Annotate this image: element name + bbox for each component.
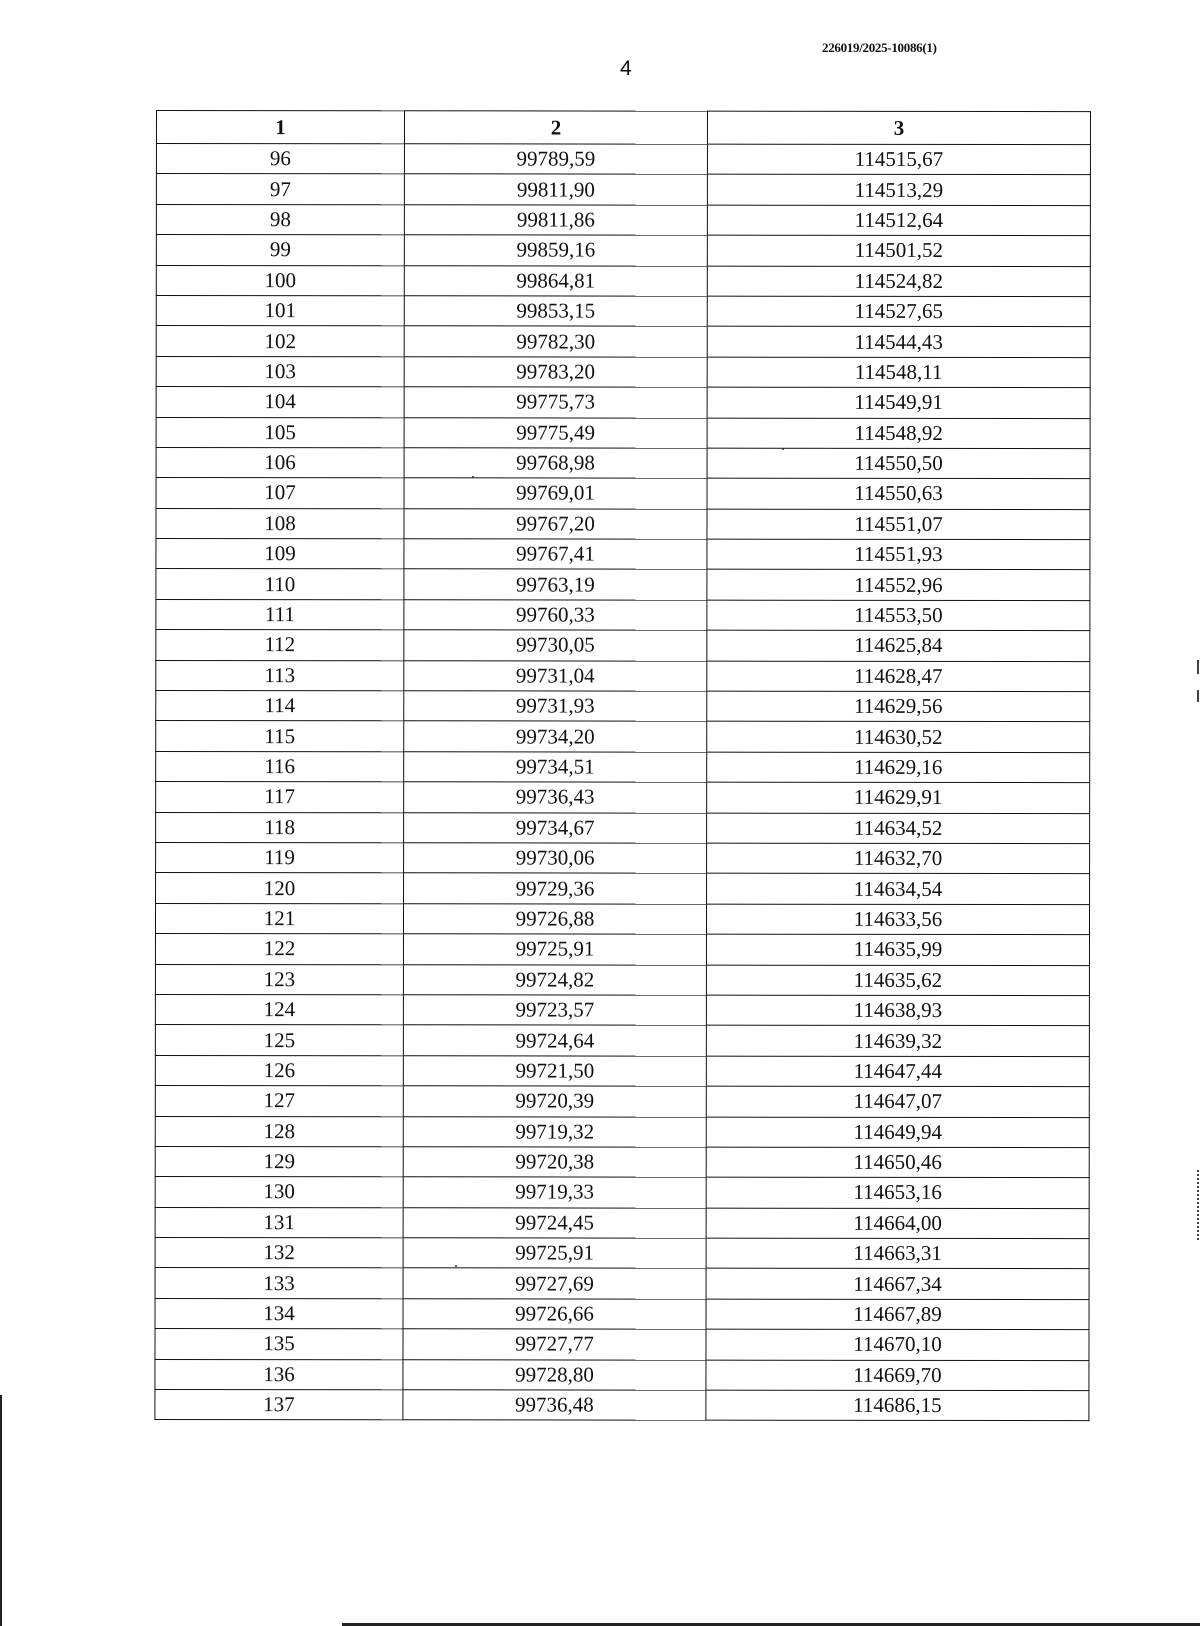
point-number-cell: 120 <box>156 873 404 904</box>
x-coordinate-cell: 99734,67 <box>404 812 707 843</box>
table-row <box>156 144 1090 176</box>
point-number-cell: 115 <box>156 721 404 752</box>
table-row <box>156 873 1090 905</box>
x-coordinate-cell: 99775,49 <box>404 417 707 448</box>
y-coordinate-cell: 114632,70 <box>707 843 1090 874</box>
x-coordinate-cell: 99719,33 <box>403 1177 706 1208</box>
table-row <box>156 660 1090 692</box>
y-coordinate-cell: 114548,11 <box>707 357 1090 388</box>
y-coordinate-cell: 114629,16 <box>707 752 1090 783</box>
y-coordinate-cell: 114549,91 <box>707 387 1090 418</box>
y-coordinate-cell: 114635,99 <box>706 934 1089 965</box>
x-coordinate-cell: 99724,82 <box>403 964 706 995</box>
y-coordinate-cell: 114638,93 <box>706 995 1089 1026</box>
point-number-cell: 122 <box>155 934 403 965</box>
scan-mark-right <box>1197 660 1199 674</box>
x-coordinate-cell: 99853,15 <box>404 296 707 327</box>
point-number-cell: 116 <box>156 751 404 782</box>
point-number-cell: 99 <box>156 235 404 266</box>
x-coordinate-cell: 99736,48 <box>403 1390 706 1421</box>
y-coordinate-cell: 114629,91 <box>707 782 1090 813</box>
x-coordinate-cell: 99726,88 <box>403 904 706 935</box>
point-number-cell: 124 <box>155 994 403 1025</box>
table-header-row <box>156 111 1090 145</box>
x-coordinate-cell: 99727,69 <box>403 1268 706 1299</box>
point-number-cell: 109 <box>156 539 404 570</box>
table-row <box>156 842 1090 874</box>
y-coordinate-cell: 114634,54 <box>707 874 1090 905</box>
point-number-cell: 103 <box>156 356 404 387</box>
y-coordinate-cell: 114649,94 <box>706 1117 1089 1148</box>
point-number-cell: 106 <box>156 447 404 478</box>
y-coordinate-cell: 114647,44 <box>706 1056 1089 1087</box>
x-coordinate-cell: 99729,36 <box>404 873 707 904</box>
point-number-cell: 104 <box>156 387 404 418</box>
table-row <box>156 478 1090 510</box>
table-row <box>156 204 1090 236</box>
point-number-cell: 123 <box>155 964 403 995</box>
point-number-cell: 113 <box>156 660 404 691</box>
x-coordinate-cell: 99731,93 <box>404 691 707 722</box>
column-header-3: 3 <box>707 111 1090 144</box>
scan-speck <box>455 1265 457 1267</box>
x-coordinate-cell: 99725,91 <box>403 934 706 965</box>
table-row <box>156 539 1090 571</box>
point-number-cell: 98 <box>156 204 404 235</box>
y-coordinate-cell: 114629,56 <box>707 691 1090 722</box>
x-coordinate-cell: 99769,01 <box>404 478 707 509</box>
y-coordinate-cell: 114639,32 <box>706 1026 1089 1057</box>
x-coordinate-cell: 99760,33 <box>404 600 707 631</box>
x-coordinate-cell: 99720,38 <box>403 1147 706 1178</box>
table-row <box>155 1177 1089 1209</box>
y-coordinate-cell: 114647,07 <box>706 1086 1089 1117</box>
table-row <box>156 508 1090 540</box>
point-number-cell: 137 <box>155 1390 403 1421</box>
point-number-cell: 134 <box>155 1298 403 1329</box>
point-number-cell: 121 <box>155 903 403 934</box>
x-coordinate-cell: 99734,20 <box>404 721 707 752</box>
x-coordinate-cell: 99768,98 <box>404 448 707 479</box>
y-coordinate-cell: 114551,07 <box>707 509 1090 540</box>
y-coordinate-cell: 114628,47 <box>707 661 1090 692</box>
y-coordinate-cell: 114664,00 <box>706 1208 1089 1239</box>
point-number-cell: 102 <box>156 326 404 357</box>
x-coordinate-cell: 99783,20 <box>404 357 707 388</box>
point-number-cell: 133 <box>155 1268 403 1299</box>
x-coordinate-cell: 99736,43 <box>404 782 707 813</box>
point-number-cell: 112 <box>156 630 404 661</box>
y-coordinate-cell: 114552,96 <box>707 570 1090 601</box>
table-row <box>155 1390 1089 1422</box>
y-coordinate-cell: 114667,34 <box>706 1269 1089 1300</box>
table-row <box>156 569 1090 601</box>
page-number: 4 <box>620 57 632 80</box>
y-coordinate-cell: 114633,56 <box>706 904 1089 935</box>
y-coordinate-cell: 114630,52 <box>707 722 1090 753</box>
table-body <box>155 144 1091 1422</box>
point-number-cell: 136 <box>155 1359 403 1390</box>
y-coordinate-cell: 114550,63 <box>707 478 1090 509</box>
table-row <box>155 1329 1089 1361</box>
point-number-cell: 129 <box>155 1146 403 1177</box>
table-row <box>156 691 1090 723</box>
point-number-cell: 100 <box>156 265 404 296</box>
point-number-cell: 107 <box>156 478 404 509</box>
table-row <box>156 417 1090 449</box>
y-coordinate-cell: 114667,89 <box>706 1299 1089 1330</box>
table-row <box>155 1116 1089 1148</box>
x-coordinate-cell: 99726,66 <box>403 1299 706 1330</box>
table-row <box>156 295 1090 327</box>
y-coordinate-cell: 114550,50 <box>707 448 1090 479</box>
x-coordinate-cell: 99763,19 <box>404 569 707 600</box>
y-coordinate-cell: 114670,10 <box>706 1329 1089 1360</box>
y-coordinate-cell: 114553,50 <box>707 600 1090 631</box>
table-row <box>156 812 1090 844</box>
scan-mark-right <box>1197 1170 1199 1240</box>
y-coordinate-cell: 114650,46 <box>706 1147 1089 1178</box>
table-row <box>155 1146 1089 1178</box>
x-coordinate-cell: 99789,59 <box>404 144 707 175</box>
table-row <box>155 1055 1089 1087</box>
point-number-cell: 114 <box>156 691 404 722</box>
point-number-cell: 127 <box>155 1086 403 1117</box>
column-header-2: 2 <box>404 111 707 144</box>
x-coordinate-cell: 99767,20 <box>404 508 707 539</box>
x-coordinate-cell: 99727,77 <box>403 1329 706 1360</box>
x-coordinate-cell: 99782,30 <box>404 326 707 357</box>
point-number-cell: 108 <box>156 508 404 539</box>
x-coordinate-cell: 99730,06 <box>404 843 707 874</box>
table-row <box>155 1207 1089 1239</box>
table-row <box>156 782 1090 814</box>
y-coordinate-cell: 114625,84 <box>707 630 1090 661</box>
y-coordinate-cell: 114501,52 <box>707 235 1090 266</box>
x-coordinate-cell: 99734,51 <box>404 752 707 783</box>
table-row <box>155 903 1089 935</box>
table-row <box>155 1298 1089 1330</box>
table-row <box>156 235 1090 267</box>
x-coordinate-cell: 99731,04 <box>404 660 707 691</box>
x-coordinate-cell: 99724,64 <box>403 1025 706 1056</box>
point-number-cell: 119 <box>156 842 404 873</box>
y-coordinate-cell: 114544,43 <box>707 327 1090 358</box>
y-coordinate-cell: 114686,15 <box>706 1390 1089 1421</box>
y-coordinate-cell: 114548,92 <box>707 418 1090 449</box>
table-row <box>155 1086 1089 1118</box>
point-number-cell: 117 <box>156 782 404 813</box>
table-row <box>155 934 1089 966</box>
table-row <box>155 1268 1089 1300</box>
coordinates-table <box>154 110 1091 1422</box>
table-row <box>156 265 1090 297</box>
y-coordinate-cell: 114653,16 <box>706 1177 1089 1208</box>
y-coordinate-cell: 114515,67 <box>707 144 1090 175</box>
table-row <box>155 994 1089 1026</box>
point-number-cell: 118 <box>156 812 404 843</box>
x-coordinate-cell: 99767,41 <box>404 539 707 570</box>
x-coordinate-cell: 99859,16 <box>404 235 707 266</box>
y-coordinate-cell: 114527,65 <box>707 296 1090 327</box>
y-coordinate-cell: 114635,62 <box>706 965 1089 996</box>
point-number-cell: 135 <box>155 1329 403 1360</box>
table-row <box>156 387 1090 419</box>
point-number-cell: 125 <box>155 1025 403 1056</box>
table-row <box>155 1025 1089 1057</box>
scan-speck <box>472 476 474 478</box>
table-row <box>156 630 1090 662</box>
table-row <box>156 356 1090 388</box>
point-number-cell: 101 <box>156 295 404 326</box>
point-number-cell: 110 <box>156 569 404 600</box>
point-number-cell: 131 <box>155 1207 403 1238</box>
table-row <box>156 721 1090 753</box>
x-coordinate-cell: 99730,05 <box>404 630 707 661</box>
point-number-cell: 126 <box>155 1055 403 1086</box>
table-row <box>156 174 1090 206</box>
table-row <box>156 447 1090 479</box>
point-number-cell: 96 <box>156 144 404 175</box>
x-coordinate-cell: 99725,91 <box>403 1238 706 1269</box>
x-coordinate-cell: 99775,73 <box>404 387 707 418</box>
table-row <box>156 751 1090 783</box>
point-number-cell: 97 <box>156 174 404 205</box>
y-coordinate-cell: 114663,31 <box>706 1238 1089 1269</box>
scan-edge-left <box>0 1395 2 1626</box>
column-header-1: 1 <box>156 111 404 144</box>
table-row <box>155 964 1089 996</box>
table-row <box>156 599 1090 631</box>
x-coordinate-cell: 99721,50 <box>403 1056 706 1087</box>
scan-mark-right <box>1197 690 1199 702</box>
point-number-cell: 105 <box>156 417 404 448</box>
x-coordinate-cell: 99864,81 <box>404 265 707 296</box>
y-coordinate-cell: 114513,29 <box>707 175 1090 206</box>
x-coordinate-cell: 99811,90 <box>404 174 707 205</box>
y-coordinate-cell: 114551,93 <box>707 539 1090 570</box>
x-coordinate-cell: 99728,80 <box>403 1359 706 1390</box>
y-coordinate-cell: 114634,52 <box>707 813 1090 844</box>
document-id: 226019/2025-10086(1) <box>822 40 937 55</box>
x-coordinate-cell: 99811,86 <box>404 205 707 236</box>
y-coordinate-cell: 114669,70 <box>706 1360 1089 1391</box>
scan-speck <box>782 448 784 450</box>
table-row <box>156 326 1090 358</box>
table-row <box>155 1359 1089 1391</box>
y-coordinate-cell: 114524,82 <box>707 266 1090 297</box>
x-coordinate-cell: 99724,45 <box>403 1207 706 1238</box>
point-number-cell: 111 <box>156 599 404 630</box>
x-coordinate-cell: 99723,57 <box>403 995 706 1026</box>
point-number-cell: 132 <box>155 1238 403 1269</box>
point-number-cell: 130 <box>155 1177 403 1208</box>
point-number-cell: 128 <box>155 1116 403 1147</box>
x-coordinate-cell: 99720,39 <box>403 1086 706 1117</box>
x-coordinate-cell: 99719,32 <box>403 1116 706 1147</box>
y-coordinate-cell: 114512,64 <box>707 205 1090 236</box>
table-row <box>155 1238 1089 1270</box>
